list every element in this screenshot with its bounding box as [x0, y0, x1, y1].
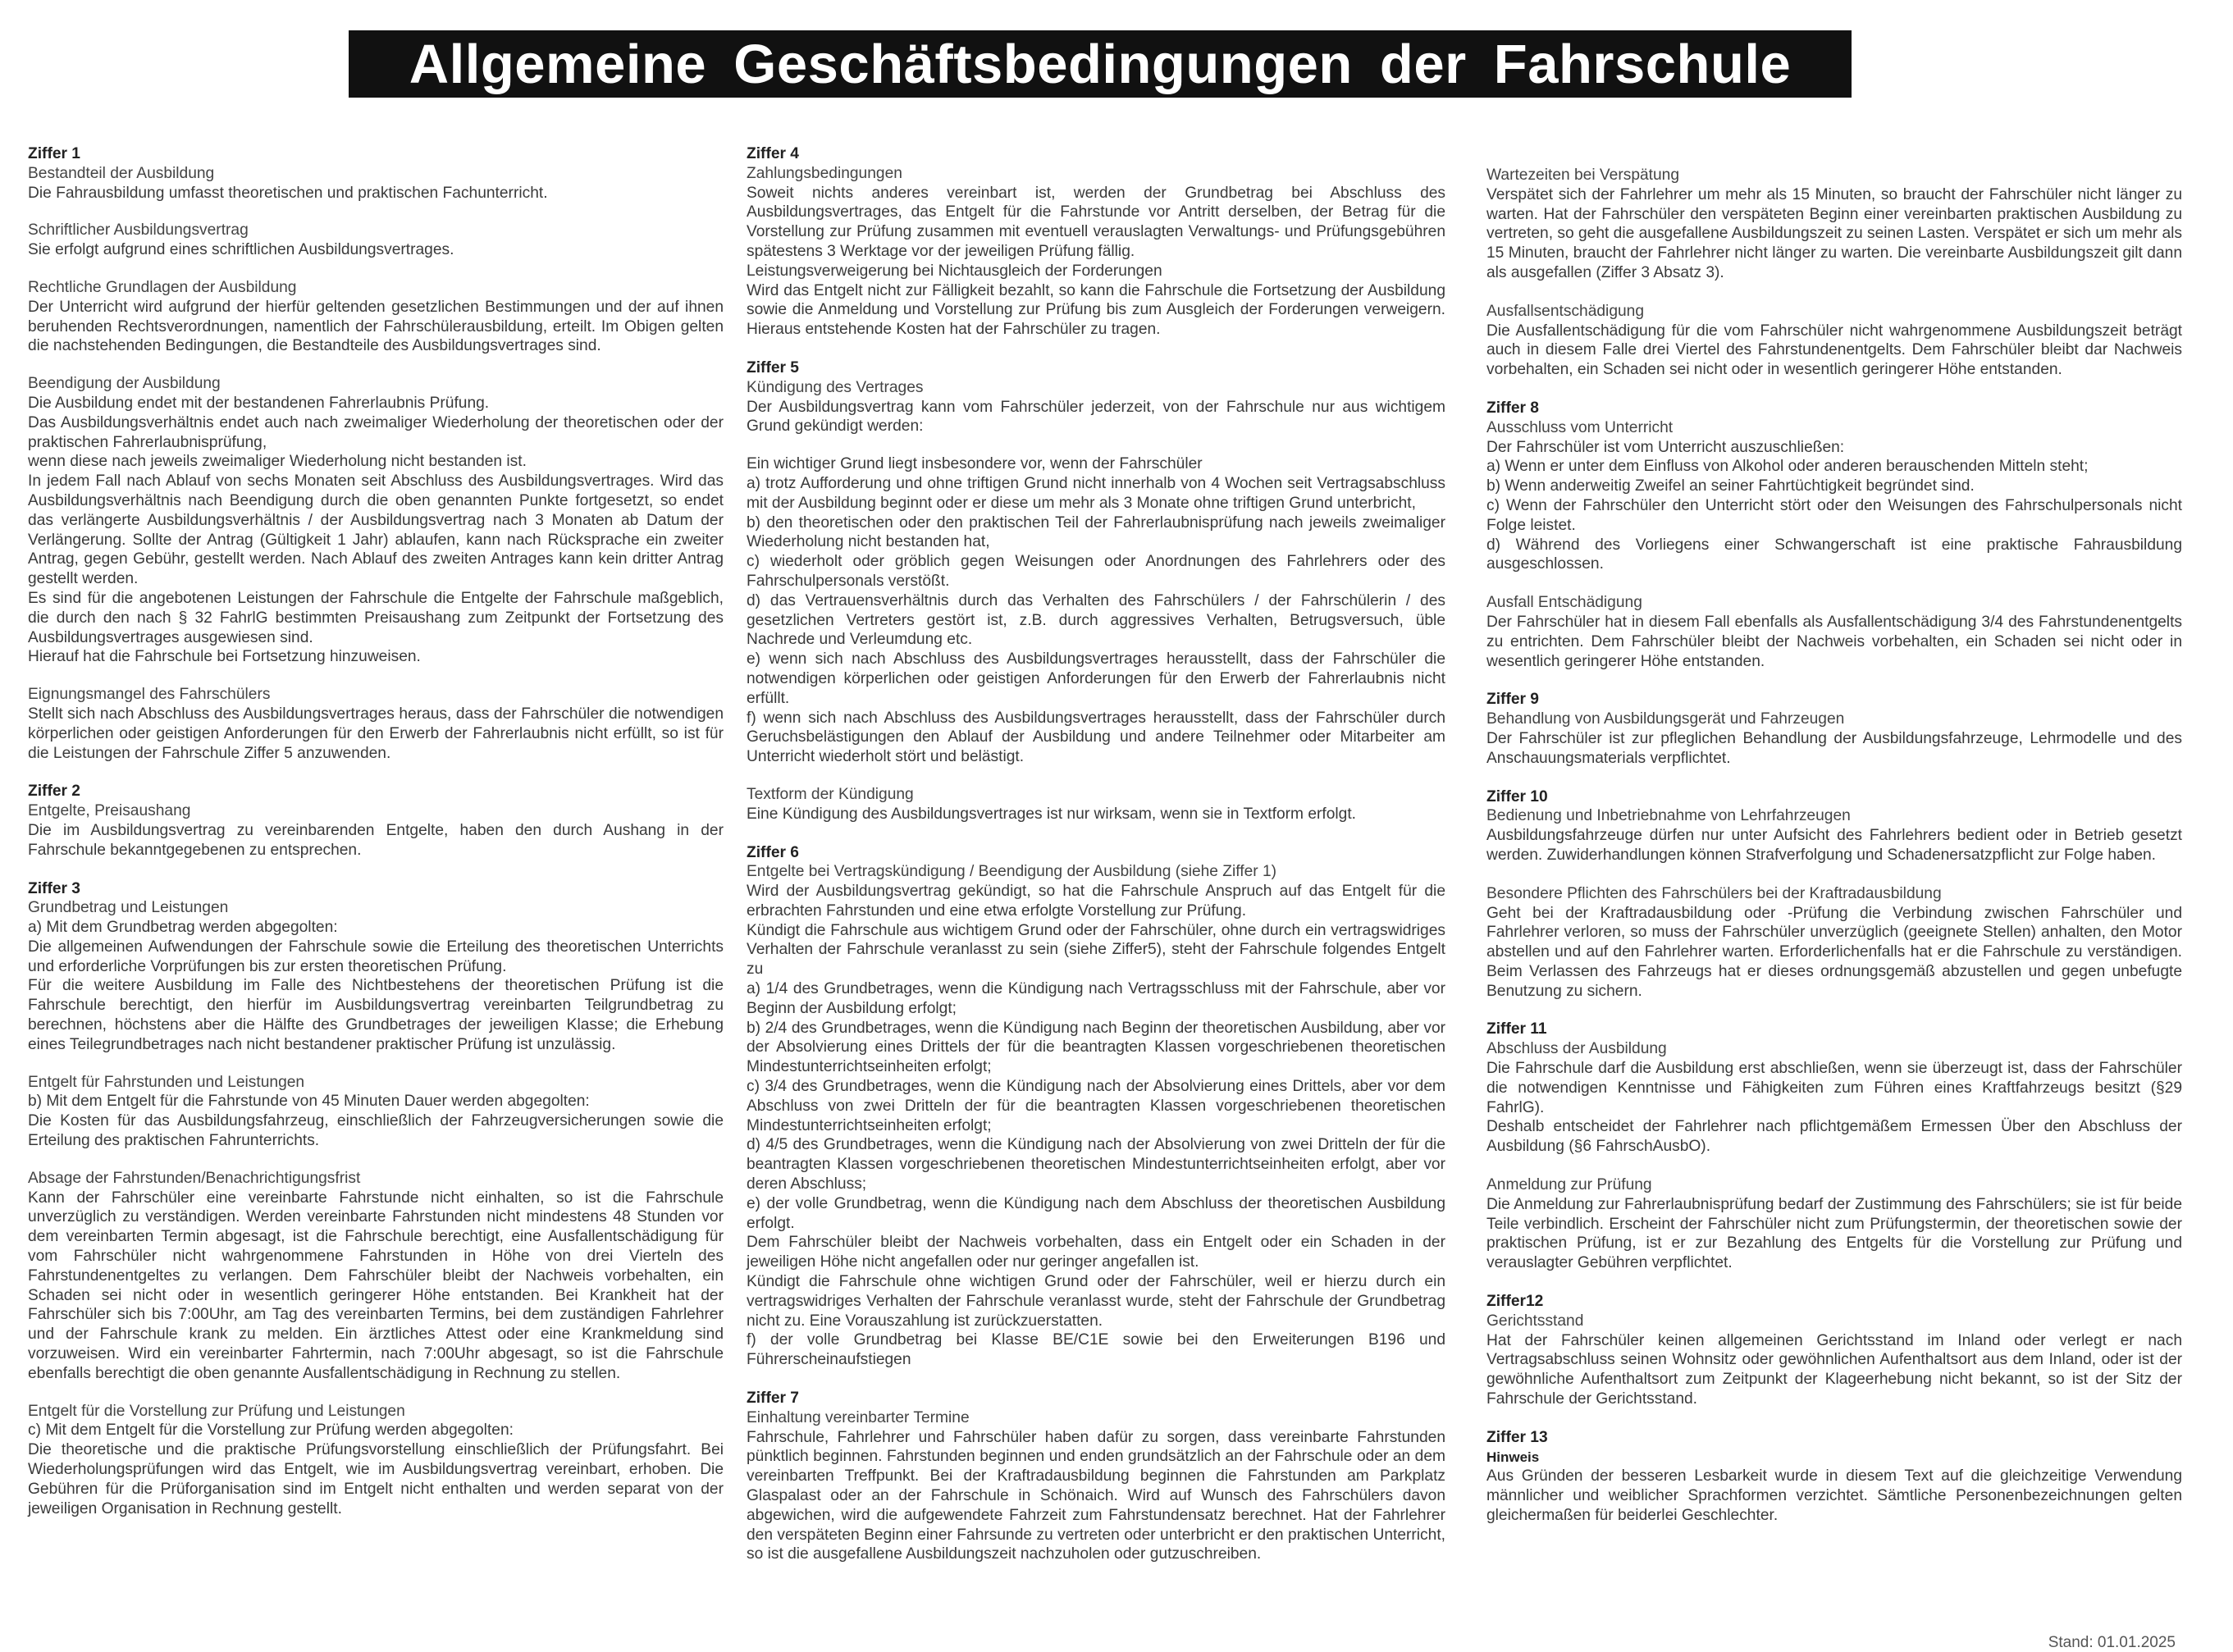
list-item: a) Wenn er unter dem Einfluss von Alkohol oder anderen berauschenden Mitteln steht;: [1486, 458, 2089, 476]
column-3: [1486, 166, 2182, 1526]
ziffer-12: [1486, 1292, 2182, 1409]
paragraph: Die Fahrschule darf die Ausbildung erst abschließen, wenn sie überzeugt ist, dass der Fahrschüler die notwendigen Kenntnisse und Fähigkeiten zum Führen eines Kraftfahrzeugs besitzt (§29 FahrlG).: [1486, 1060, 2182, 1116]
ziffer-13: [1486, 1428, 2182, 1526]
list-item: c) 3/4 des Grundbetrages, wenn die Kündigung nach der Absolvierung eines Drittels, aber vor dem Abschluss von zwei Dritteln der für die beantragten Klassen vorgeschriebenen theoretischen Mindestunterrichtseinheiten erfolgt;: [747, 1078, 1445, 1134]
ausfallsentschaedigung-section: [1486, 302, 2182, 380]
paragraph: Hierauf hat die Fahrschule bei Fortsetzung hinzuweisen.: [28, 648, 421, 666]
list-item: f) wenn sich nach Abschluss des Ausbildungsvertrages herausstellt, dass der Fahrschüler durch Geruchsbelästigungen den Ablauf der Ausbildung und andere Teilnehmer oder Mitarbeiter am Unterricht wiederholt stört und belästigt.: [747, 709, 1445, 766]
paragraph: Sie erfolgt aufgrund eines schriftlichen Ausbildungsvertrages.: [28, 241, 454, 259]
paragraph: Die im Ausbildungsvertrag zu vereinbarenden Entgelte, haben den durch Aushang in der Fahrschule bekanntgegebenen zu entsprechen.: [28, 821, 724, 859]
ziffer-subheading: Ausschluss vom Unterricht: [1486, 418, 1674, 436]
column-2: [747, 144, 1445, 1583]
list-item: d) das Vertrauensverhältnis durch das Verhalten des Fahrschülers / der Fahrschülerin / des gesetzlichen Vertreters gestört ist, z.B. durch aggressives Verhalten, Betrugsversuch, üble Nachrede und Verleumdung etc.: [747, 591, 1445, 649]
ziffer-subheading: Entgelte bei Vertragskündigung / Beendigung der Ausbildung (siehe Ziffer 1): [747, 863, 1277, 881]
paragraph: b) Mit dem Entgelt für die Fahrstunde von 45 Minuten Dauer werden abgegolten:: [28, 1093, 590, 1111]
ziffer-heading: Ziffer 6: [747, 843, 799, 861]
paragraph: Die theoretische und die praktische Prüfungsvorstellung einschließlich der Prüfungsfahrt. Bei Wiederholungsprüfungen wird das Entgelt, wie im Ausbildungsvertrag vereinbart, erhoben. Die Gebühren für die Prüforganisation sind im Entgelt nicht enthalten und werden separat von der jeweiligen Organisation in Rechnung gestellt.: [28, 1441, 724, 1517]
besondere-pflichten-section: [1486, 884, 2182, 1002]
ausfall-entschaedigung-section: [1486, 593, 2182, 671]
wartezeiten-section: [1486, 166, 2182, 283]
list-item: a) trotz Aufforderung und ohne triftigen Grund nicht innerhalb von 4 Wochen seit Vertragsabschluss mit der Ausbildung beginnt oder er diese um mehr als 3 Monate ohne triftigen Grund unterbricht,: [747, 474, 1445, 512]
paragraph: Die Kosten für das Ausbildungsfahrzeug, einschließlich der Fahrzeugversicherungen sowie die Erteilung des praktischen Fahrunterrichts.: [28, 1112, 724, 1150]
ziffer-subheading: Abschluss der Ausbildung: [1486, 1040, 1667, 1058]
paragraph: Stellt sich nach Abschluss des Ausbildungsvertrages heraus, dass der Fahrschüler die notwendigen körperlichen oder geistigen Anforderungen für den Erwerb der Fahrerlaubnis nicht erfüllt, so ist für die Leistungen der Fahrschule Ziffer 5 anzuwenden.: [28, 705, 724, 762]
ziffer-subheading: Bedienung und Inbetriebnahme von Lehrfahrzeugen: [1486, 807, 1851, 825]
list-item: b) Wenn anderweitig Zweifel an seiner Fahrtüchtigkeit begründet sind.: [1486, 477, 1975, 495]
paragraph: Geht bei der Kraftradausbildung oder -Prüfung die Verbindung zwischen Fahrschüler und Fahrlehrer verloren, so muss der Fahrschüler unverzüglich (geeignete Stellen) anhalten, den Motor abstellen und auf den Fahrlehrer warten. Erforderlichenfalls hat er die Fahrschule zu verständigen. Beim Verlassen des Fahrzeugs hat er dieses ordnungsgemäß abzustellen und gegen unbefugte Benutzung zu sichern.: [1486, 904, 2182, 1000]
paragraph: Wird das Entgelt nicht zur Fälligkeit bezahlt, so kann die Fahrschule die Fortsetzung der Ausbildung sowie die Anmeldung und Vorstellung zur Prüfung bis zum Ausgleich der Forderungen verweigern. Hieraus entstehende Kosten hat der Fahrschüler zu tragen.: [747, 281, 1445, 339]
block-heading: Ausfall Entschädigung: [1486, 594, 1642, 612]
block-heading: Wartezeiten bei Verspätung: [1486, 167, 1680, 184]
ziffer-5: [747, 358, 1445, 824]
list-item: c) Wenn der Fahrschüler den Unterricht stört oder den Weisungen des Fahrschulpersonals nicht Folge leistet.: [1486, 496, 2182, 534]
ziffer-9: [1486, 690, 2182, 768]
list-item: d) Während des Vorliegens einer Schwangerschaft ist eine praktische Fahrausbildung ausgeschlossen.: [1486, 536, 2182, 573]
ziffer-2: [28, 782, 724, 860]
ziffer-heading: Ziffer 10: [1486, 787, 1548, 805]
paragraph: Ausbildungsfahrzeuge dürfen nur unter Aufsicht des Fahrlehrers bedient oder in Betrieb gesetzt werden. Zuwiderhandlungen können Strafverfolgung und Schadenersatzpflicht zur Folge haben.: [1486, 827, 2182, 864]
paragraph: Der Fahrschüler ist vom Unterricht auszuschließen:: [1486, 438, 1845, 456]
block-heading: Entgelt für die Vorstellung zur Prüfung und Leistungen: [28, 1402, 405, 1420]
paragraph: Die Ausbildung endet mit der bestandenen Fahrerlaubnis Prüfung.: [28, 394, 490, 412]
ziffer-subheading: Einhaltung vereinbarter Termine: [747, 1408, 970, 1426]
paragraph: Die allgemeinen Aufwendungen der Fahrschule sowie die Erteilung des theoretischen Unterrichts und erforderliche Vorprüfungen bis zur ersten theoretischen Prüfung.: [28, 938, 724, 975]
block-heading: Rechtliche Grundlagen der Ausbildung: [28, 278, 297, 296]
block-heading: Entgelt für Fahrstunden und Leistungen: [28, 1073, 305, 1091]
ziffer-1: [28, 144, 724, 763]
paragraph: Das Ausbildungsverhältnis endet auch nach zweimaliger Wiederholung der theoretischen oder der praktischen Fahrerlaubnisprüfung,: [28, 413, 724, 451]
ziffer-heading: Ziffer 9: [1486, 691, 1539, 709]
block-heading: Schriftlicher Ausbildungsvertrag: [28, 221, 249, 240]
paragraph: Kündigt die Fahrschule ohne wichtigen Grund oder der Fahrschüler, weil er hierzu durch ein vertragswidriges Verhalten der Fahrschule veranlasst wurde, steht der Fahrschule der Grundbetrag nicht zu. Eine Vorauszahlung ist zurückzuerstatten.: [747, 1273, 1445, 1330]
paragraph: Der Fahrschüler ist zur pfleglichen Behandlung der Ausbildungsfahrzeuge, Lehrmodelle und des Anschauungsmaterials verpflichtet.: [1486, 729, 2182, 767]
paragraph: Eine Kündigung des Ausbildungsvertrages ist nur wirksam, wenn sie in Textform erfolgt.: [747, 805, 1357, 823]
paragraph: Aus Gründen der besseren Lesbarkeit wurde in diesem Text auf die gleichzeitige Verwendung männlicher und weiblicher Sprachformen verzichtet. Sämtliche Personenbezeichnungen gelten gleichermaßen für beiderlei Geschlechter.: [1486, 1467, 2182, 1525]
paragraph: Hat der Fahrschüler keinen allgemeinen Gerichtsstand im Inland oder verlegt er nach Vertragsabschluss seinen Wohnsitz oder gewöhnlichen Aufenthaltsort aus dem Inland, oder ist der gewöhnliche Aufenthaltsort zum Zeitpunkt der Klageerhebung nicht bekannt, so ist der Sitz der Fahrschule der Gerichtsstand.: [1486, 1331, 2182, 1408]
ziffer-10: [1486, 787, 2182, 865]
column-1: [28, 144, 724, 1537]
ziffer-subheading: Gerichtsstand: [1486, 1312, 1584, 1330]
block-heading: Beendigung der Ausbildung: [28, 375, 221, 393]
stand-date: Stand: 01.01.2025: [2048, 1634, 2176, 1651]
paragraph: Leistungsverweigerung bei Nichtausgleich der Forderungen: [747, 262, 1162, 280]
ziffer-heading: Ziffer 13: [1486, 1428, 1548, 1446]
ziffer-6: [747, 843, 1445, 1371]
block-heading: Ausfallsentschädigung: [1486, 302, 1645, 320]
ziffer-subheading: Entgelte, Preisaushang: [28, 802, 191, 820]
ziffer-subheading: Kündigung des Vertrages: [747, 378, 924, 396]
block-heading: Eignungsmangel des Fahrschülers: [28, 686, 271, 704]
list-item: a) 1/4 des Grundbetrages, wenn die Kündigung nach Vertragsschluss mit der Fahrschule, aber vor Beginn der Ausbildung erfolgt;: [747, 980, 1445, 1017]
paragraph: Dem Fahrschüler bleibt der Nachweis vorbehalten, dass ein Entgelt oder ein Schaden in der jeweiligen Höhe nicht angefallen oder nur geringer angefallen ist.: [747, 1234, 1445, 1271]
list-item: d) 4/5 des Grundbetrages, wenn die Kündigung nach der Absolvierung von zwei Dritteln der für die beantragten Klassen vorgeschriebenen theoretischen Mindestunterrichtseinheiten erfolgt, aber vor deren Abschluss;: [747, 1136, 1445, 1193]
ziffer-subheading: Grundbetrag und Leistungen: [28, 899, 229, 917]
ziffer-heading: Ziffer 8: [1486, 399, 1539, 417]
anmeldung-section: [1486, 1175, 2182, 1273]
document-title: Allgemeine Geschäftsbedingungen der Fahrschule: [349, 30, 1852, 98]
paragraph: Kann der Fahrschüler eine vereinbarte Fahrstunde nicht einhalten, so ist die Fahrschule unverzüglich zu verständigen. Werden vereinbarte Fahrstunden nicht mindestens 48 Stunden vor dem vereinbarten Termin abgesagt, ist die Fahrschule berechtigt, eine Ausfallentschädigung für vom Fahrschüler nicht wahrgenommene Fahrstunden in Höhe von drei Vierteln des Fahrstundenentgeltes zu verlangen. Dem Fahrschüler bleibt der Nachweis vorbehalten, ein Schaden sei nicht oder in wesentlich geringerer Höhe entstanden. Bei Krankheit hat der Fahrschüler sich bis 7:00Uhr, am Tag des vereinbarten Termins, bei dem zuständigen Fahrlehrer und der Fahrschule krank zu melden. Ein ärztliches Attest oder eine Krankmeldung sind vorzuweisen. Wird ein vereinbarter Fahrtermin, nach 7:00Uhr abgesagt, so ist die Fahrschule ebenfalls berechtigt die oben genannte Ausfallentschädigung in Rechnung zu stellen.: [28, 1189, 724, 1382]
ziffer-4: [747, 144, 1445, 340]
paragraph: Deshalb entscheidet der Fahrlehrer nach pflichtgemäßem Ermessen Über den Abschluss der Ausbildung (§6 FahrschAusbO).: [1486, 1118, 2182, 1156]
list-item: f) der volle Grundbetrag bei Klasse BE/C1E sowie bei den Erweiterungen B196 und Führerscheinaufstiegen: [747, 1331, 1445, 1369]
paragraph: Es sind für die angebotenen Leistungen der Fahrschule die Entgelte der Fahrschule maßgeblich, die durch den nach § 32 FahrlG bestimmten Preisaushang zum Zeitpunkt der Fortsetzung des Ausbildungsvertrages ausgewiesen sind.: [28, 589, 724, 646]
paragraph: Soweit nichts anderes vereinbart ist, werden der Grundbetrag bei Abschluss des Ausbildungsvertrages, das Entgelt für die Fahrstunde vor Antritt derselben, der Betrag für die Vorstellung zur Prüfung zusammen mit eventuell verauslagten Verwaltungs- und Prüfungsgebühren spätestens 3 Werktage vor der jeweiligen Prüfung fällig.: [747, 184, 1445, 260]
list-item: c) wiederholt oder gröblich gegen Weisungen oder Anordnungen des Fahrlehrers oder des Fahrschulpersonals verstößt.: [747, 553, 1445, 590]
ziffer-subheading: Zahlungsbedingungen: [747, 164, 902, 182]
ziffer-7: [747, 1389, 1445, 1564]
paragraph: Der Ausbildungsvertrag kann vom Fahrschüler jederzeit, von der Fahrschule nur aus wichtigem Grund gekündigt werden:: [747, 398, 1445, 436]
block-heading: Besondere Pflichten des Fahrschülers bei der Kraftradausbildung: [1486, 884, 1942, 902]
ziffer-heading: Ziffer 4: [747, 145, 799, 162]
ziffer-subheading: Bestandteil der Ausbildung: [28, 164, 215, 182]
ziffer-heading: Ziffer 2: [28, 783, 80, 801]
list-item: b) den theoretischen oder den praktischen Teil der Fahrerlaubnisprüfung nach jeweils zweimaliger Wiederholung nicht bestanden hat,: [747, 513, 1445, 551]
ziffer-heading: Ziffer 5: [747, 358, 799, 376]
ziffer-subheading: Hinweis: [1486, 1449, 1540, 1465]
ziffer-subheading: Behandlung von Ausbildungsgerät und Fahrzeugen: [1486, 710, 1845, 728]
paragraph: c) Mit dem Entgelt für die Vorstellung zur Prüfung werden abgegolten:: [28, 1422, 514, 1440]
paragraph: Ein wichtiger Grund liegt insbesondere vor, wenn der Fahrschüler: [747, 455, 1203, 473]
paragraph: Die Anmeldung zur Fahrerlaubnisprüfung bedarf der Zustimmung des Fahrschülers; sie ist für beide Teile verbindlich. Erscheint der Fahrschüler nicht zum Prüfungstermin, der theoretischen sowie der praktischen Prüfung, ist er zur Bezahlung des Entgelts für die Vorstellung zur Prüfung und verauslagter Gebühren verpflichtet.: [1486, 1195, 2182, 1272]
ziffer-3: [28, 879, 724, 1519]
ziffer-heading: Ziffer 1: [28, 145, 80, 162]
paragraph: Der Fahrschüler hat in diesem Fall ebenfalls als Ausfallentschädigung 3/4 des Fahrstundenentgelts zu entrichten. Dem Fahrschüler bleibt der Nachweis vorbehalten, ein Schaden sei nicht oder in wesentlich geringerer Höhe entstanden.: [1486, 613, 2182, 670]
ziffer-heading: Ziffer12: [1486, 1293, 1544, 1311]
paragraph: Fahrschule, Fahrlehrer und Fahrschüler haben dafür zu sorgen, dass vereinbarte Fahrstunden pünktlich beginnen. Fahrstunden beginnen und enden grundsätzlich an der Fahrschule oder an dem vereinbarten Treffpunkt. Bei der Kraftradausbildung beginnen die Fahrstunden am Parkplatz Glaspalast oder an der Fahrschule in Schönaich. Wird auf Wunsch des Fahrschülers davon abgewichen, wird die aufgewendete Fahrzeit zum Fahrstundensatz berechnet. Hat der Fahrlehrer den verspäteten Beginn einer Fahrsunde zu vertreten oder unterbricht er den praktischen Unterricht, so ist die ausgefallene Ausbildungszeit nachzuholen oder gutzuschreiben.: [747, 1428, 1445, 1563]
list-item: b) 2/4 des Grundbetrages, wenn die Kündigung nach Beginn der theoretischen Ausbildung, aber vor der Absolvierung eines Drittels der für die beantragten Klassen vorgeschriebenen theoretischen Mindestunterrichtseinheiten erfolgt;: [747, 1019, 1445, 1076]
ziffer-heading: Ziffer 3: [28, 879, 80, 897]
list-item: e) wenn sich nach Abschluss des Ausbildungsvertrages herausstellt, dass der Fahrschüler die notwendigen körperlichen oder geistigen Anforderungen für den Erwerb der Fahrerlaubnis nicht erfüllt.: [747, 650, 1445, 707]
ziffer-heading: Ziffer 11: [1486, 1020, 1547, 1038]
paragraph: Die Ausfallentschädigung für die vom Fahrschüler nicht wahrgenommene Ausbildungszeit beträgt auch in diesem Falle drei Viertel des Fahrstundenentgelts. Dem Fahrschüler bleibt dar Nachweis vorbehalten, ein Schaden sei nicht oder in wesentlich geringerer Höhe entstanden.: [1486, 322, 2182, 379]
block-heading: Anmeldung zur Prüfung: [1486, 1176, 1652, 1194]
ziffer-8: [1486, 399, 2182, 574]
block-heading: Textform der Kündigung: [747, 785, 914, 803]
list-item: e) der volle Grundbetrag, wenn die Kündigung nach dem Abschluss der theoretischen Ausbildung erfolgt.: [747, 1194, 1445, 1232]
ziffer-11: [1486, 1020, 2182, 1157]
paragraph: Der Unterricht wird aufgrund der hierfür geltenden gesetzlichen Bestimmungen und der auf ihnen beruhenden Rechtsverordnungen, namentlich der Fahrschülerausbildung, erteilt. Im Obigen gelten die nachstehenden Bedingungen, die Bestandteile des Ausbildungsvertrages sind.: [28, 298, 724, 355]
ziffer-heading: Ziffer 7: [747, 1390, 799, 1408]
paragraph: In jedem Fall nach Ablauf von sechs Monaten seit Abschluss des Ausbildungsvertrages. Wird das Ausbildungsverhältnis nach Beendigung durch die oben genannten Punkte fortgesetzt, so endet das verlängerte Ausbildungsverhältnis / der Ausbildungsvertrag nach 3 Monaten ab Datum der Verlängerung. Sollte der Antrag (Gültigkeit 1 Jahr) ablaufen, kann nach Rücksprache ein zweiter Antrag, gegen Gebühr, gestellt werden. Nach Ablauf des zweiten Antrages kann kein dritter Antrag gestellt werden.: [28, 472, 724, 588]
paragraph: a) Mit dem Grundbetrag werden abgegolten:: [28, 919, 338, 937]
paragraph: Die Fahrausbildung umfasst theoretischen und praktischen Fachunterricht.: [28, 184, 548, 202]
paragraph: Kündigt die Fahrschule aus wichtigem Grund oder der Fahrschüler, ohne durch ein vertragswidriges Verhalten der Fahrschule veranlasst zu sein (siehe Ziffer5), steht der Fahrschule folgendes Entgelt zu: [747, 921, 1445, 979]
paragraph: wenn diese nach jeweils zweimaliger Wiederholung nicht bestanden ist.: [28, 453, 527, 471]
block-heading: Absage der Fahrstunden/Benachrichtigungsfrist: [28, 1169, 361, 1187]
paragraph: Wird der Ausbildungsvertrag gekündigt, so hat die Fahrschule Anspruch auf das Entgelt für die erbrachten Fahrstunden und eine etwa erfolgte Vorstellung zur Prüfung.: [747, 883, 1445, 920]
paragraph: Für die weitere Ausbildung im Falle des Nichtbestehens der theoretischen Prüfung ist die Fahrschule berechtigt, den hierfür im Ausbildungsvertrag vereinbarten Teilgrundbetrag zu berechnen, höchstens aber die Hälfte des Grundbetrages der jeweiligen Klasse; die Erhebung eines Teilegrundbetrages nach nicht bestandener praktischer Prüfung ist unzulässig.: [28, 977, 724, 1053]
paragraph: Verspätet sich der Fahrlehrer um mehr als 15 Minuten, so braucht der Fahrschüler nicht länger zu warten. Hat der Fahrschüler den verspäteten Beginn einer vereinbarten praktischen Ausbildung zu vertreten, so geht die ausgefallene Ausbildungszeit zu seinen Lasten. Verspätet er sich um mehr als 15 Minuten, braucht der Fahrlehrer nicht länger zu warten. Die vereinbarte Ausbildungszeit gilt dann als ausgefallen (Ziffer 3 Absatz 3).: [1486, 185, 2182, 281]
